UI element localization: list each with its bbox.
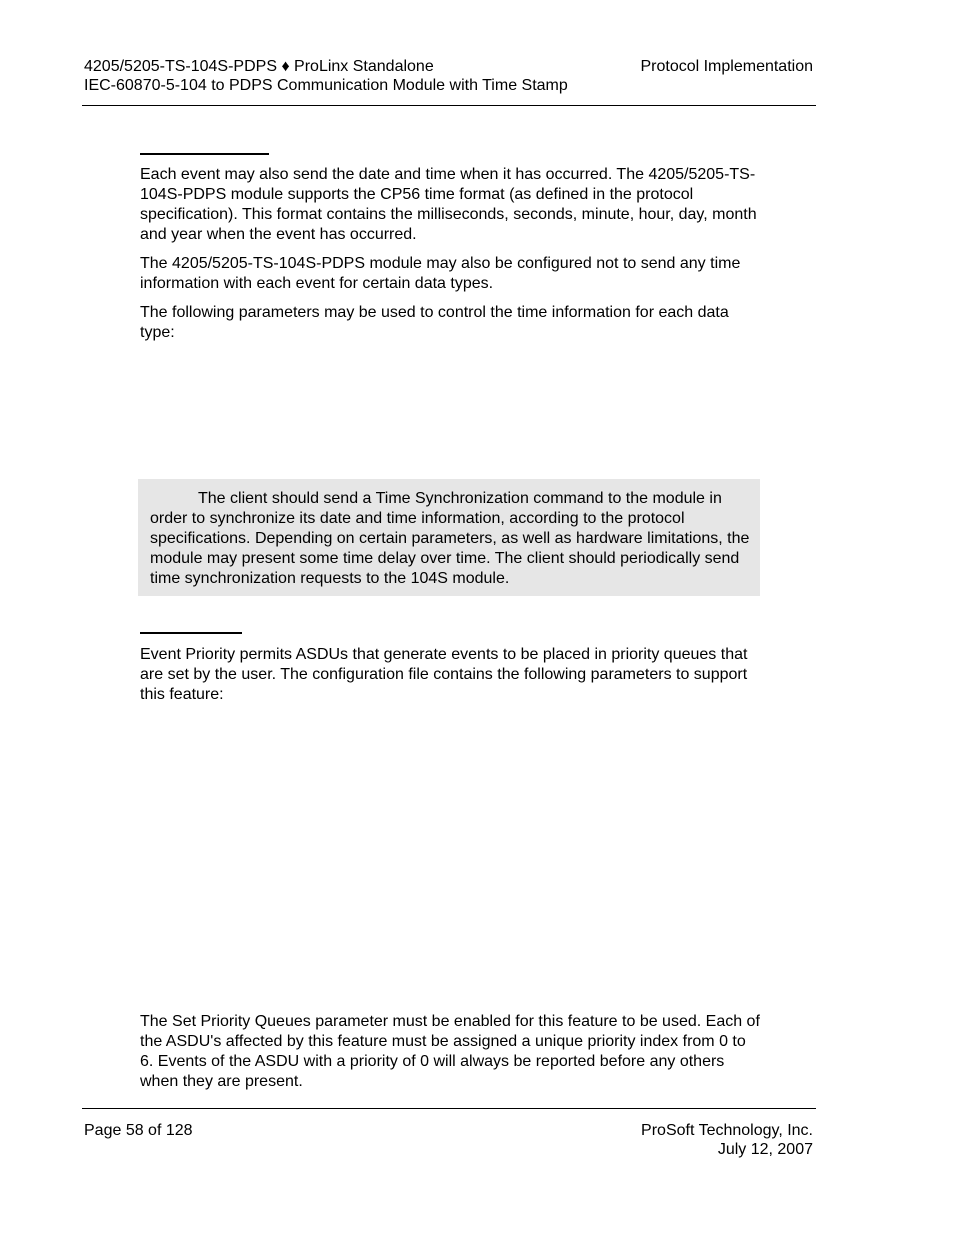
- footer-date: July 12, 2007: [717, 1141, 813, 1158]
- priority-closing-paragraph: The Set Priority Queues parameter must be enabled for this feature to be used. Each of the ASDU's affected by this feature must be assigned a unique priority index from 0 to 6. Events of the ASDU with a priority of 0 will always be reported before any others when they are present.: [140, 1013, 760, 1090]
- header-rule: [82, 105, 816, 106]
- page-number: Page 58 of 128: [84, 1122, 193, 1139]
- header-module-description: IEC-60870-5-104 to PDPS Communication Module with Time Stamp: [84, 77, 568, 94]
- header-product-line: 4205/5205-TS-104S-PDPS ♦ ProLinx Standalone: [84, 58, 434, 75]
- time-paragraph-2: The 4205/5205-TS-104S-PDPS module may also be configured not to send any time information with each event for certain data types.: [140, 255, 741, 292]
- priority-intro-paragraph: Event Priority permits ASDUs that generate events to be placed in priority queues that are set by the user. The configuration file contains the following parameters to support this feature:: [140, 646, 748, 703]
- header-section-title: Protocol Implementation: [640, 58, 813, 75]
- section-heading-underline: [140, 153, 269, 155]
- time-paragraph-3: The following parameters may be used to control the time information for each data type:: [140, 304, 729, 341]
- footer-rule: [82, 1108, 816, 1109]
- section-heading-underline: [140, 632, 242, 634]
- note-box: [138, 479, 760, 596]
- footer-company: ProSoft Technology, Inc.: [641, 1122, 813, 1139]
- time-paragraph-1: Each event may also send the date and time when it has occurred. The 4205/5205-TS-104S-PDPS module supports the CP56 time format (as defined in the protocol specification). This format contains the milliseconds, seconds, minute, hour, day, month and year when the event has occurred.: [140, 166, 757, 243]
- note-text: The client should send a Time Synchronization command to the module in order to synchronize its date and time information, according to the protocol specifications. Depending on certain parameters, as well as hardware limitations, the module may present some time delay over time. The client should periodically send time synchronization requests to the 104S module.: [150, 490, 750, 587]
